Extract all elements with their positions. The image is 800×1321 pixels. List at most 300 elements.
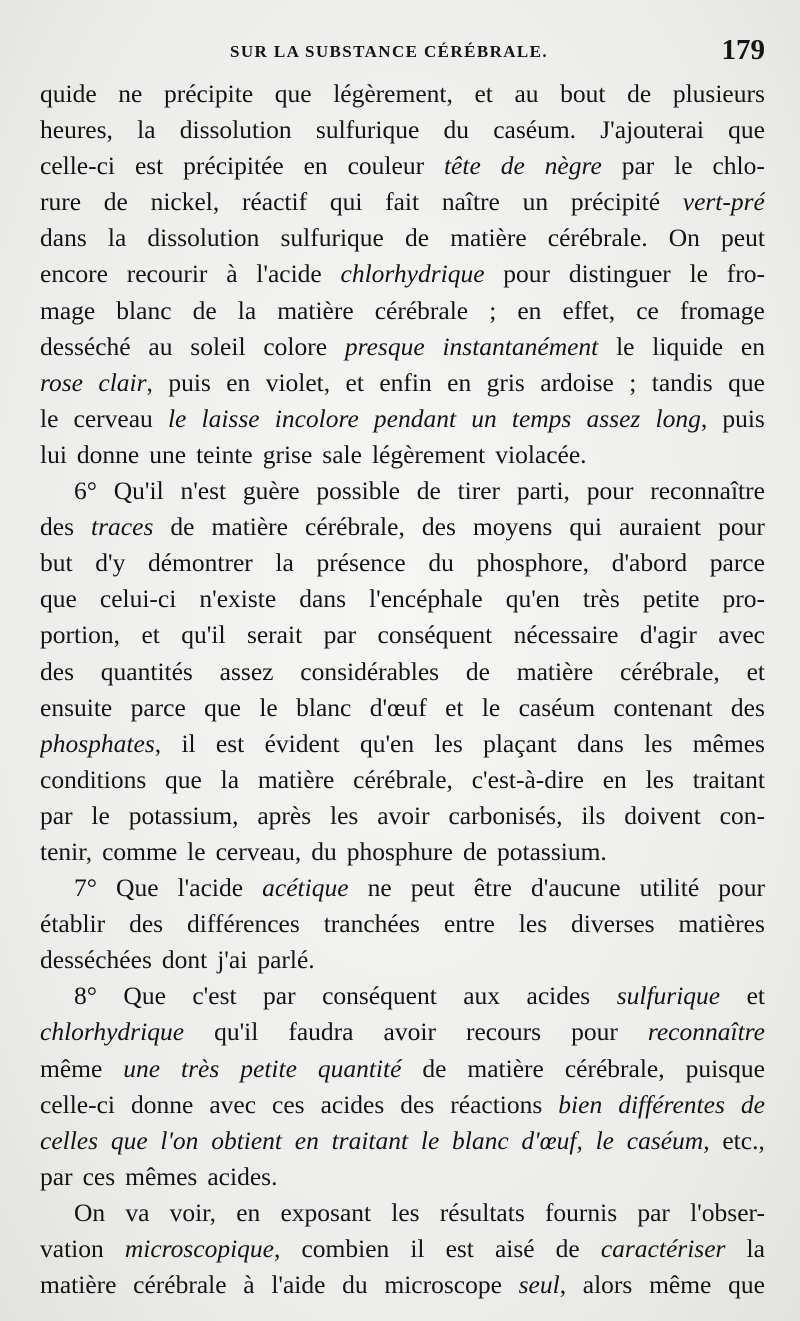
word: dont — [161, 945, 208, 975]
word: instantanément — [442, 331, 599, 361]
text-line — [40, 329, 765, 365]
word: le — [674, 151, 693, 181]
word: résultats — [439, 1197, 525, 1227]
word: acétique — [262, 873, 349, 903]
word: faudra — [288, 1017, 354, 1047]
text-line — [40, 906, 765, 942]
word: différences — [186, 909, 300, 939]
word: nickel, — [150, 187, 220, 217]
word: de — [465, 656, 490, 686]
word: en — [303, 151, 328, 181]
text-line — [40, 256, 765, 292]
word: ces — [82, 1161, 116, 1191]
word: carbonisés, — [448, 800, 563, 830]
word: que — [40, 584, 77, 614]
word: potassium, — [128, 800, 239, 830]
text-line — [40, 978, 765, 1014]
word: d'aucune — [531, 873, 621, 903]
word: dans — [40, 223, 87, 253]
word: la — [275, 548, 294, 578]
word: les — [518, 909, 548, 939]
word: plusieurs — [672, 79, 765, 108]
word: con- — [719, 800, 765, 830]
word: à — [243, 1270, 255, 1300]
word: le — [616, 331, 635, 361]
word: doivent — [624, 800, 701, 830]
word: cerveau, — [215, 836, 302, 866]
word: portion, — [40, 620, 121, 650]
word: sale — [322, 439, 362, 469]
word: recourir — [126, 259, 208, 289]
word: en — [226, 367, 251, 397]
word: conséquent — [377, 620, 493, 650]
word: en — [236, 1197, 261, 1227]
word: seul, — [518, 1270, 567, 1300]
word: le — [91, 800, 110, 830]
word: cérébrale — [374, 295, 469, 325]
word: par — [637, 1197, 670, 1227]
word: n'est — [180, 476, 227, 506]
word: mêmes — [125, 1161, 198, 1191]
word: ensuite — [40, 692, 113, 722]
word: la — [746, 1234, 765, 1263]
word: la — [107, 223, 127, 253]
word: vation — [40, 1234, 104, 1263]
word: moyens — [472, 512, 553, 542]
word: quantité — [317, 1053, 402, 1083]
word: rure — [40, 187, 82, 217]
word: fournis — [544, 1197, 618, 1227]
word: desséchées — [40, 945, 152, 975]
word: de — [192, 295, 217, 325]
word: et — [746, 656, 765, 686]
word: après — [257, 800, 312, 830]
word: naître — [441, 187, 500, 217]
word: être — [473, 873, 512, 903]
word: celle-ci — [40, 151, 116, 181]
text-line — [40, 1087, 765, 1123]
word: très — [582, 584, 620, 614]
word: fromage — [679, 295, 765, 325]
word: gris — [486, 367, 525, 397]
word: n'existe — [199, 584, 277, 614]
word: un — [522, 187, 549, 217]
word: matière — [277, 295, 354, 325]
text-line — [40, 437, 765, 473]
text-line — [40, 942, 765, 978]
word: soleil — [190, 331, 246, 361]
text-line — [40, 617, 765, 653]
word: par — [263, 981, 296, 1011]
word: avoir — [383, 1017, 436, 1047]
word: une — [123, 1053, 161, 1083]
word: contenant — [613, 692, 713, 722]
word: distinguer — [568, 259, 671, 289]
word: cérébrale, — [305, 512, 405, 542]
word: qu'en — [359, 728, 415, 758]
word: recours — [466, 1017, 542, 1047]
word: dans — [577, 728, 624, 758]
word: matières — [678, 909, 765, 939]
word: comme — [102, 836, 178, 866]
word: l'obser- — [690, 1197, 765, 1227]
word: les — [644, 728, 673, 758]
word: que — [728, 367, 765, 397]
word: conditions — [40, 764, 147, 794]
word: le — [187, 836, 206, 866]
word: petite — [240, 1053, 297, 1083]
word: Qu'il — [113, 476, 164, 506]
text-line — [40, 473, 765, 509]
word: qui — [329, 187, 363, 217]
word: précipitée — [183, 151, 284, 181]
word: matière — [516, 656, 594, 686]
word: celle-ci — [40, 1089, 116, 1119]
word: qui — [569, 512, 602, 542]
word: chlo- — [712, 151, 765, 181]
word: l'on — [160, 1125, 199, 1155]
word: 7° — [74, 873, 97, 903]
word: en — [517, 295, 542, 325]
word: phosphure — [346, 836, 453, 866]
word: matière — [211, 512, 288, 542]
page-number: 179 — [721, 34, 765, 66]
word: cérébrale — [133, 1270, 227, 1300]
word: utilité — [639, 873, 700, 903]
word: que — [728, 1270, 765, 1300]
word: du — [428, 548, 454, 578]
text-line — [40, 365, 765, 401]
word: cerveau — [73, 403, 153, 433]
word: les — [434, 728, 463, 758]
word: au — [148, 331, 173, 361]
word: entre — [443, 909, 495, 939]
word: cérébrale. — [547, 223, 648, 253]
word: les — [330, 800, 359, 830]
word: Que — [116, 873, 159, 903]
text-line — [40, 798, 765, 834]
word: du — [311, 836, 337, 866]
word: de — [422, 1053, 447, 1083]
text-line — [40, 112, 765, 148]
word: en — [294, 1125, 319, 1155]
word: peut — [721, 223, 765, 253]
word: microscope — [384, 1270, 502, 1300]
word: mage — [40, 295, 96, 325]
page-header — [40, 32, 765, 72]
word: chlorhydrique — [40, 1017, 185, 1047]
word: plaçant — [483, 728, 557, 758]
word: caractériser — [600, 1234, 726, 1263]
text-line — [40, 581, 765, 617]
word: On — [668, 223, 700, 253]
word: le — [689, 259, 708, 289]
text-line — [40, 220, 765, 256]
word: blanc — [452, 1125, 509, 1155]
word: démontrer — [147, 548, 253, 578]
word: temps — [511, 403, 572, 433]
word: par — [323, 620, 357, 650]
word: blanc — [116, 295, 172, 325]
word: même — [40, 1053, 103, 1083]
word: ne — [367, 873, 392, 903]
word: nègre — [544, 151, 602, 181]
word: assez — [219, 656, 274, 686]
word: de — [500, 151, 525, 181]
text-line — [40, 148, 765, 184]
word: On — [74, 1197, 106, 1227]
word: très — [181, 1053, 220, 1083]
word: J'ajouterai — [600, 115, 704, 145]
word: violet, — [265, 367, 331, 397]
word: une — [149, 439, 187, 469]
text-line — [40, 654, 765, 690]
word: parce — [130, 692, 186, 722]
word: phosphore, — [476, 548, 590, 578]
word: parti, — [516, 476, 570, 506]
word: fro- — [726, 259, 765, 289]
word: parce — [709, 548, 765, 578]
word: ces — [272, 1089, 305, 1119]
word: combien — [301, 1234, 390, 1263]
word: cérébrale, — [353, 764, 453, 794]
word: de — [103, 187, 128, 217]
word: en — [602, 764, 627, 794]
word: l'encéphale — [369, 584, 483, 614]
word: évident — [264, 728, 340, 758]
word: l'acide — [177, 873, 244, 903]
word: ; — [489, 295, 497, 325]
word: et — [345, 367, 364, 397]
word: traitant — [331, 1125, 409, 1155]
word: à — [226, 259, 238, 289]
word: grise — [262, 439, 313, 469]
word: blanc — [296, 692, 352, 722]
word: caséum. — [493, 115, 577, 145]
word: en — [447, 367, 472, 397]
word: c'est-à-dire — [471, 764, 584, 794]
word: pour — [586, 476, 634, 506]
word: ce — [636, 295, 659, 325]
word: conséquent — [322, 981, 437, 1011]
word: que — [204, 692, 241, 722]
text-line — [40, 1267, 765, 1303]
word: avec — [209, 1089, 257, 1119]
word: d'y — [95, 548, 126, 578]
word: aux — [463, 981, 501, 1011]
word: lui — [40, 439, 67, 469]
word: tenir, — [40, 836, 93, 866]
word: traces — [91, 512, 154, 542]
word: que — [274, 79, 312, 108]
word: est — [134, 151, 164, 181]
word: précipité — [570, 187, 661, 217]
word: différentes — [618, 1089, 725, 1119]
word: ils — [581, 800, 606, 830]
word: de — [555, 1234, 580, 1263]
word: qu'il — [181, 620, 226, 650]
word: cérébrale, — [619, 656, 720, 686]
word: celles — [40, 1125, 99, 1155]
word: tranchées — [323, 909, 420, 939]
word: avoir — [377, 800, 430, 830]
word: chlorhydrique — [340, 259, 485, 289]
word: un — [471, 403, 497, 433]
word: auraient — [618, 512, 702, 542]
word: guère — [242, 476, 300, 506]
word: peut — [410, 873, 455, 903]
word: caséum, — [626, 1125, 710, 1155]
text-line — [40, 401, 765, 437]
word: qu'il — [214, 1017, 259, 1047]
word: des — [40, 512, 74, 542]
word: laisse — [201, 403, 260, 433]
word: des — [730, 692, 765, 722]
word: 6° — [74, 476, 97, 506]
word: légèrement, — [333, 79, 453, 108]
word: tirer — [457, 476, 501, 506]
word: quantités — [100, 656, 193, 686]
word: voir, — [169, 1197, 217, 1227]
word: dans — [299, 584, 346, 614]
word: puis — [168, 367, 211, 397]
text-line — [40, 762, 765, 798]
word: donne — [131, 1089, 194, 1119]
word: ne — [118, 79, 143, 108]
word: caséum — [518, 692, 596, 722]
word: l'aide — [271, 1270, 326, 1300]
word: d'œuf, — [521, 1125, 583, 1155]
word: de — [405, 223, 430, 253]
word: quide — [40, 79, 97, 108]
text-line — [40, 76, 765, 112]
word: possible — [316, 476, 400, 506]
word: phosphates, — [40, 728, 162, 758]
word: sulfurique — [280, 223, 384, 253]
word: l'acide — [256, 259, 322, 289]
word: du — [443, 115, 469, 145]
word: couleur — [347, 151, 425, 181]
word: teinte — [196, 439, 253, 469]
word: du — [342, 1270, 368, 1300]
word: est — [445, 1234, 474, 1263]
word: établir — [40, 909, 106, 939]
word: pro- — [722, 584, 765, 614]
text-line — [40, 1195, 765, 1231]
word: puisque — [685, 1053, 765, 1083]
word: le — [595, 1125, 614, 1155]
word: tandis — [651, 367, 713, 397]
word: alors — [582, 1270, 633, 1300]
word: dissolution — [179, 115, 292, 145]
word: de — [740, 1089, 765, 1119]
word: c'est — [192, 981, 237, 1011]
word: etc., — [722, 1125, 765, 1155]
word: sulfurique — [315, 115, 420, 145]
word: même — [649, 1270, 712, 1300]
word: exposant — [280, 1197, 372, 1227]
text-line — [40, 690, 765, 726]
word: les — [391, 1197, 420, 1227]
word: bout — [560, 79, 606, 108]
word: il — [410, 1234, 425, 1263]
word: j'ai — [217, 945, 248, 975]
word: presque — [344, 331, 425, 361]
word: heures, — [40, 115, 113, 145]
word: matière — [450, 223, 527, 253]
word: serait — [246, 620, 303, 650]
text-line — [40, 1051, 765, 1087]
word: de — [416, 476, 441, 506]
word: clair, — [98, 367, 153, 397]
word: légèrement — [371, 439, 486, 469]
word: pendant — [373, 403, 457, 433]
word: ; — [629, 367, 637, 397]
word: enfin — [379, 367, 432, 397]
word: tête — [443, 151, 481, 181]
word: au — [514, 79, 539, 108]
word: acides — [526, 981, 591, 1011]
word: que — [165, 764, 202, 794]
word: la — [237, 295, 257, 325]
word: des — [129, 909, 164, 939]
word: liquide — [652, 331, 724, 361]
word: réactions — [450, 1089, 543, 1119]
word: ardoise — [540, 367, 614, 397]
word: acides. — [207, 1161, 278, 1191]
word: long, — [655, 403, 708, 433]
text-line — [40, 1231, 765, 1267]
word: de — [627, 79, 652, 108]
word: traitant — [692, 764, 765, 794]
word: assez — [586, 403, 641, 433]
word: nécessaire — [513, 620, 619, 650]
word: pour — [503, 259, 551, 289]
word: d'abord — [611, 548, 688, 578]
word: est — [215, 728, 245, 758]
word: 8° — [74, 981, 97, 1011]
word: les — [645, 764, 674, 794]
word: et — [474, 79, 493, 108]
word: d'agir — [639, 620, 697, 650]
word: par — [40, 800, 73, 830]
word: de — [170, 512, 195, 542]
running-head: SUR LA SUBSTANCE CÉRÉBRALE. — [230, 42, 549, 61]
word: des — [400, 1089, 435, 1119]
word: reconnaître — [650, 476, 765, 506]
word: celui-ci — [99, 584, 177, 614]
text-line — [40, 545, 765, 581]
word: potassium. — [497, 836, 607, 866]
word: cérébrale, — [564, 1053, 665, 1083]
word: va — [125, 1197, 150, 1227]
word: bien — [558, 1089, 603, 1119]
word: que — [110, 1125, 148, 1155]
text-line — [40, 1014, 765, 1050]
word: le — [481, 692, 501, 722]
word: effet, — [562, 295, 616, 325]
word: et — [445, 692, 464, 722]
text-line — [40, 1123, 765, 1159]
word: et — [141, 620, 160, 650]
word: le — [167, 403, 187, 433]
word: que — [728, 115, 765, 145]
word: et — [746, 981, 765, 1011]
body-text — [40, 76, 765, 1303]
word: en — [740, 331, 765, 361]
word: parlé. — [257, 945, 315, 975]
word: pour — [571, 1017, 618, 1047]
